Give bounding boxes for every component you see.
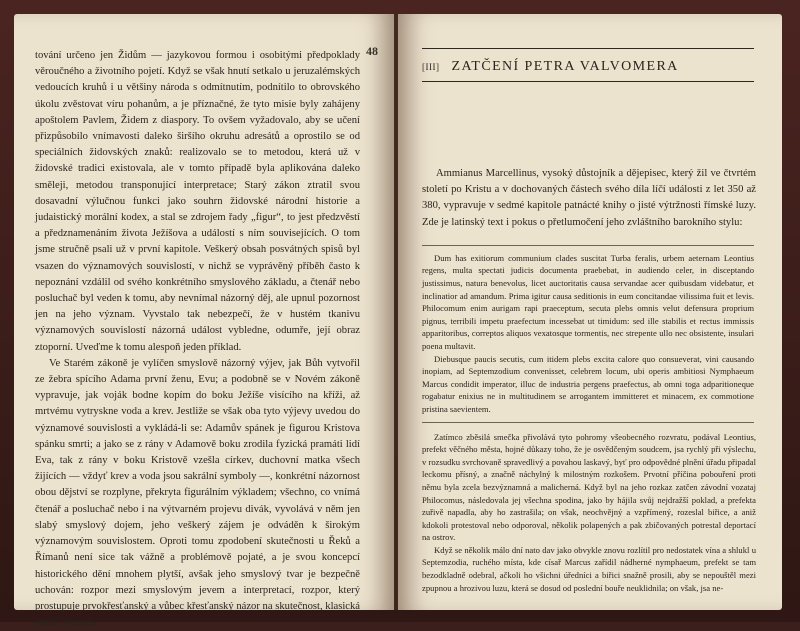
latin-paragraph: Dum has exitiorum communium clades suscitat Turba feralis, urbem aeternam Leontius regens, multa spectati judicis documenta praebebat, in audiendo celer, in disceptando justissimus, natura benevolus, licet auctoritatis causa servandae acer quibusdam videbatur, et inclinatior ad amandum. Prima igitur causa seditionis in eum concitandae vilissima fuit et levis. Philocomum enim aurigam rapi praeceptum, secuta plebs omnis velut defensura proprium pignus, terribili impetu praefectum incessebat ut timidum: sed ille stabilis et rectus immissis apparitoribus, correptos aliquos vexatosque tormentis, nec strepente ullo nec obsistente, insulari poena multavit.: [422, 252, 754, 351]
left-page: [14, 14, 394, 629]
chapter-bottom-rule: [422, 81, 754, 82]
czech-translation: [422, 431, 756, 595]
chapter-title: ZATČENÍ PETRA VALVOMERA: [451, 59, 679, 74]
quotation-rule: [422, 422, 754, 423]
chapter-heading: [422, 59, 756, 75]
latin-paragraph: Diebusque paucis secutis, cum itidem plebs excita calore quo consueverat, vini causando inopiam, ad Septemzodium convenisset, celebrem locum, ubi operis ambitiosi Nymphaeum Marcus condidit imperator, illuc de industria pergens praefectus, ab omni toga adparitioneque rogabatur enixius ne in multitudinem se arrogantem immitteret et minacem, ex commotione pristina saevientem.: [422, 353, 754, 414]
left-paragraph: tování určeno jen Židům — jazykovou formou i osobitými předpoklady věroučného a životního pojetí. Když se však hnutí setkalo u jeruzalémských vedoucích kruhů i u většiny národa s odmítnutím, podnítilo to obrovského úkolu zvěstovat víru pohanům, a je příznačné, že tyto misie byly zahájeny apoštolem Pavlem, Židem z diaspory. To ovšem vyžadovalo, aby se učení přizpůsobilo vnímavosti daleko širšího okruhu adresátů a oprostilo se od speciálních židovských znaků: realizovalo se to metodou, která už v židovské tradici existovala, ale v tomto případě byla aplikována daleko směleji, metodou transponující interpretace; Starý zákon ztratil svou dosavadní výlučnou funkci jako souhrn židovské národní historie a judaistický morální kodex, a stal se zdrojem řady „figur“, to jest předzvěstí a předznamenáním života Ježíšova a událostí s ním souvisejících. O tom jsme stručně psali už v první kapitole. Veškerý obsah posvátných spisů byl vsazen do významových souvislostí, v nichž se vyprávěný příběh často k nepoznání vzdálil od svého konkrétního smyslového základu, a čtenář nebo posluchač byl veden k tomu, aby nevnímal názorný děj, ale upnul pozornost jen na jeho význam. Vyvstalo tak nebezpečí, že v hustém tkanivu významových souvislostí názorná událost vybledne, odumře, její obraz ztoporní. Uveďme k tomu alespoň jeden příklad.: [35, 50, 360, 353]
chapter-number: [III]: [422, 62, 440, 72]
translation-paragraph: Když se několik málo dní nato dav jako obvykle znovu rozlítil pro nedostatek vína a shlukl u Septemzodia, ruchého místa, kde císař Marcus zařídil nádherné nymphaeum, prefekt se tam bezodkladně odebral, ačkoli ho všichni úředníci a biřici snažně prosili, aby se nepouštěl mezi zpupnou a hrozivou luzu, která se dosud od poslední bouře neuklidnila; on však, jsa ne-: [422, 544, 756, 593]
page-number: 48: [366, 44, 378, 58]
left-paragraph: Ve Starém zákoně je vylíčen smyslově názorný výjev, jak Bůh vytvořil ze žebra spícího Adama první ženu, Evu; a podobně se v Novém zákoně vypravuje, jak voják bodne kopím do boku Ježíše visícího na kříži, až mrtvému vytryskne voda a krev. Jestliže se však oba tyto výjevy uvedou do významové souvislosti a vykládá-li se: Adamův spánek je figurou Kristova spánku smrti; a jako se z rány v Adamově boku zrodila fyzická pramáti lidí Eva, tak z rány v boku Kristově vzešla církev, duchovní matka všech žijících — vždyť krev a voda jsou sakrální symboly —, konkrétní názornost obou dějství se rozplyne, překryta figurálním výkladem; všechno, co vnímá čtenář a posluchač nebo i na výtvarném projevu divák, vyvolává v něm jen slabý smyslový dojem, jeho veškerý zájem je odváděn k širokým významovým souvislostem. Oproti tomu zpodobení skutečnosti u Řeků a Římanů není sice tak vážně a problémově pojaté, a je svou koncepcí historického dění mnohem plytší, avšak jeho smyslový tvar je bezpečně uchován: rozpor mezi smyslovým jevem a interpretací, rozpor, který prostupuje prvokřesťanský a vůbec křesťanský názor na skutečnost, klasická antika neznala.: [35, 357, 360, 629]
right-page: [398, 14, 782, 610]
translation-paragraph: Zatímco zběsilá smečka přivolává tyto pohromy všeobecného rozvratu, podával Leontius, prefekt věčného města, hojné důkazy toho, že je osvědčeným soudcem, jsa rychlý při výslechu, v rozsudku svrchovaně spravedlivý a povahou laskavý, byť pro odpovědné plnění úřadu připadal leckomu přísný, a značně náchylný k milostným rozkošem. Prvotní příčina pobouření proti němu byla zcela bezvýznamná a malicherná. Když byl na jeho rozkaz zatčen závodní vozataj Philocomus, následovala jej všechna spodina, jako by hájila svůj nejdražší poklad, a prefekta zuřivě napadla, aby ho zastrašila; on však, neochvějný a vzpřímený, rozeslal biřice, a aniž kdokoli protestoval nebo odporoval, několik polapených a pak zbičovaných potrestal deportací na ostrov.: [422, 431, 756, 543]
chapter-top-rule: [422, 48, 754, 49]
latin-quotation: [422, 245, 754, 416]
chapter-intro: Ammianus Marcellinus, vysoký důstojník a dějepisec, který žil ve čtvrtém století po Kristu a v dochovaných částech svého díla líčí události z let 350 až 380, vypravuje v sedmé kapitole patnácté knihy o jisté výtržnosti římské luzy. Zde je latinský text i pokus o přetlumočení jeho zvláštního barokního stylu:: [422, 168, 756, 228]
left-page-text: [35, 48, 378, 631]
